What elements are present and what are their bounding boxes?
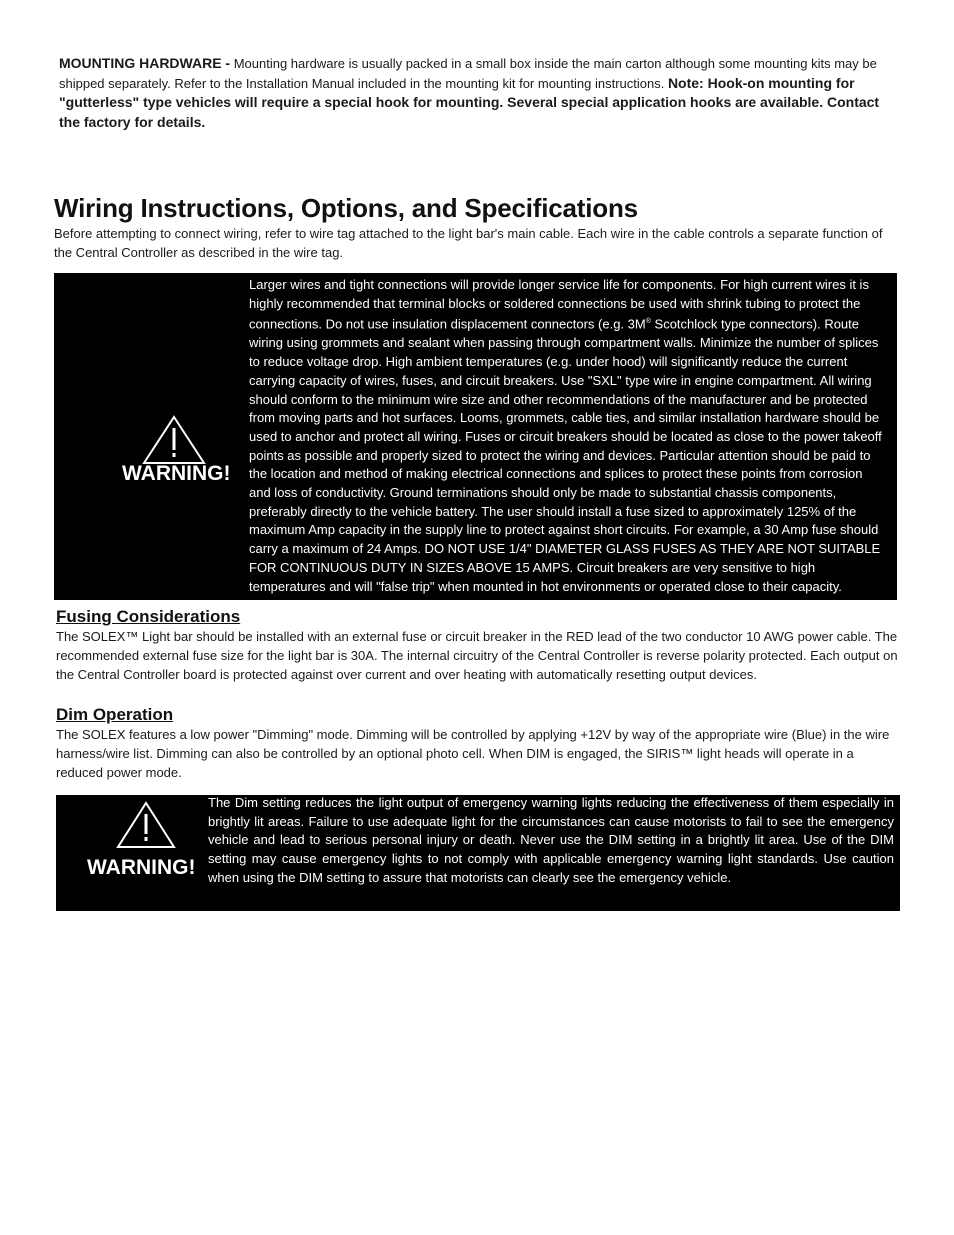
warning-box-wiring <box>54 273 897 600</box>
fusing-text: The SOLEX™ Light bar should be installed with an external fuse or circuit breaker in the RED lead of the two conductor 10 AWG power cable. The recommended external fuse size for the light bar is 30A. The internal circuitry of the Central Controller is reverse polarity protected. Each output on the Central Controller board is protected against over current and over heating with automatically resetting output devices. <box>56 629 898 682</box>
mounting-note: Note: Hook-on mounting for "gutterless" type vehicles will require a special hook for mounting. Several special application hooks are available. Contact the factory for details. <box>59 74 880 130</box>
warning-box-dim <box>56 795 900 911</box>
mounting-text: Mounting hardware is usually packed in a small box inside the main carton although some mounting kits may be shipped separately. Refer to the Installation Manual included in the mounting kit for mounting instructions. <box>59 56 877 91</box>
warning-text-dim: The Dim setting reduces the light output of emergency warning lights reducing the effectiveness of them especially in brightly lit areas. Failure to use adequate light for the circumstances can cause motorists to fail to see the emergency vehicle and lead to serious personal injury or death. Never use the DIM setting in a brightly lit area. Use of the DIM setting may cause emergency lights to not comply with applicable emergency warning light standards. Use caution when using the DIM setting to assure that motorists can clearly see the emergency vehicle. <box>208 795 894 885</box>
wiring-intro: Before attempting to connect wiring, refer to wire tag attached to the light bar's main cable. Each wire in the cable controls a separate function of the Central Controller as described in the wire tag. <box>54 226 883 260</box>
page-title: Wiring Instructions, Options, and Specifications <box>54 193 638 223</box>
warning-triangle-icon <box>116 801 176 849</box>
warning-triangle-icon <box>142 415 206 465</box>
fusing-heading: Fusing Considerations <box>56 607 241 626</box>
dim-heading: Dim Operation <box>56 705 174 724</box>
warning-label: WARNING! <box>122 462 231 485</box>
mounting-hardware-paragraph <box>59 54 889 132</box>
warning-text-wiring: Larger wires and tight connections will provide longer service life for components. For high current wires it is highly recommended that terminal blocks or soldered connections be used with shrink tubing to protect the connections. Do not use insulation displacement connectors (e.g. 3M® Scotchlock type connectors). Route wiring using grommets and sealant when passing through compartment walls. Minimize the number of splices to reduce voltage drop. High ambient temperatures (e.g. under hood) will significantly reduce the current carrying capacity of wires, fuses, and circuit breakers. Use "SXL" type wire in engine compartment. All wiring should conform to the minimum wire size and other recommendations of the manufacturer and be protected from moving parts and hot surfaces. Looms, grommets, cable ties, and similar installation hardware should be used to anchor and protect all wiring. Fuses or circuit breakers should be located as close to the power takeoff points as possible and properly sized to protect the wiring and devices. Particular attention should be paid to the location and method of making electrical connections and splices to protect these points from corrosion and loss of conductivity. Ground terminations should only be made to substantial chassis components, preferably directly to the vehicle battery. The user should install a fuse sized to approximately 125% of the maximum Amp capacity in the supply line to protect against short circuits. For example, a 30 Amp fuse should carry a maximum of 24 Amps. DO NOT USE 1/4" DIAMETER GLASS FUSES AS THEY ARE NOT SUITABLE FOR CONTINUOUS DUTY IN SIZES ABOVE 15 AMPS. Circuit breakers are very sensitive to high temperatures and will "false trip" when mounted in hot environments or operated close to their capacity. <box>249 277 882 594</box>
dim-text: The SOLEX features a low power "Dimming" mode. Dimming will be controlled by applying +12V by way of the appropriate wire (Blue) in the wire harness/wire list. Dimming can also be controlled by an optional photo cell. When DIM is engaged, the SIRIS™ light heads will operate in a reduced power mode. <box>56 727 890 780</box>
mounting-heading: MOUNTING HARDWARE - <box>59 55 231 71</box>
warning-label: WARNING! <box>87 856 196 879</box>
